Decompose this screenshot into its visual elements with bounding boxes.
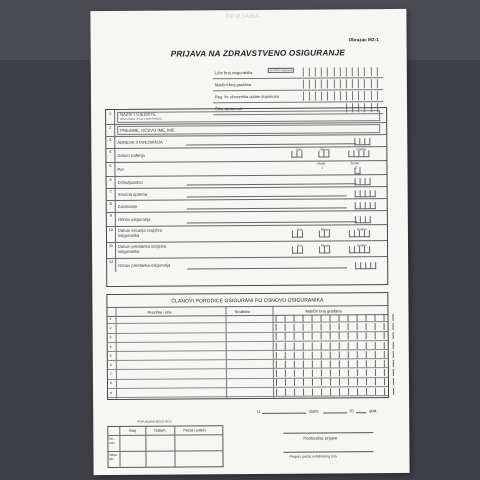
char-box[interactable] (294, 351, 303, 358)
date-line[interactable] (323, 412, 347, 413)
char-box[interactable] (321, 324, 330, 331)
char-box[interactable] (321, 314, 330, 321)
char-box[interactable] (375, 332, 384, 339)
char-box[interactable] (276, 333, 285, 340)
char-box[interactable] (285, 351, 294, 358)
char-box[interactable] (357, 360, 366, 367)
form-title: PRIJAVA NA ZDRAVSTVENO OSIGURANJE (170, 48, 346, 59)
char-box[interactable] (375, 369, 384, 376)
day-caption: Dan (296, 147, 302, 152)
char-box[interactable] (285, 324, 294, 331)
char-box[interactable] (330, 324, 339, 331)
char-box[interactable] (303, 342, 312, 349)
col-date: Datum (154, 428, 166, 433)
code-boxes[interactable] (355, 262, 376, 268)
char-box[interactable] (339, 388, 348, 395)
entry-line[interactable] (187, 267, 347, 269)
char-box[interactable] (330, 333, 339, 340)
char-box[interactable] (285, 370, 294, 377)
char-box[interactable] (303, 324, 312, 331)
insured-person-section (105, 107, 388, 287)
char-box[interactable] (370, 190, 376, 197)
char-box[interactable] (285, 333, 294, 340)
char-box[interactable] (324, 246, 330, 253)
row-label: Stručna sprema (117, 191, 148, 197)
char-box[interactable] (297, 247, 303, 254)
char-box[interactable] (357, 314, 366, 321)
char-box[interactable] (366, 369, 375, 376)
office-row-label: Obra- dio (109, 452, 118, 461)
char-box[interactable] (384, 323, 394, 330)
char-box[interactable] (303, 370, 312, 377)
female-code: 2 (355, 164, 358, 169)
month-boxes[interactable] (319, 246, 330, 252)
char-box[interactable] (294, 324, 303, 331)
char-box[interactable] (294, 315, 303, 322)
char-box[interactable] (330, 370, 339, 377)
char-box[interactable] (303, 388, 312, 395)
day-boxes[interactable] (292, 247, 303, 253)
office-use-caption: POPUNJAVA MZZO RCG (137, 419, 172, 424)
row-label: NAZIV I SJEDIŠTE (120, 111, 156, 117)
char-box[interactable] (375, 314, 384, 321)
char-box[interactable] (357, 379, 366, 386)
day-word: dana (309, 408, 319, 414)
char-box[interactable] (312, 315, 321, 322)
jmbg-boxes[interactable] (276, 332, 394, 340)
char-box[interactable] (375, 388, 384, 395)
day-caption: Dan (297, 243, 303, 248)
char-box[interactable] (339, 324, 348, 331)
row-number: 4 (106, 148, 115, 162)
char-box[interactable] (384, 378, 394, 385)
char-box[interactable] (321, 379, 330, 386)
char-box[interactable] (384, 314, 394, 321)
place-prefix: U (257, 408, 261, 414)
char-box[interactable] (365, 216, 371, 223)
char-box[interactable] (364, 246, 370, 253)
char-box[interactable] (276, 370, 285, 377)
char-box[interactable] (375, 342, 384, 349)
row-number: 1 (106, 110, 115, 124)
family-row-number: 2 (109, 326, 112, 331)
char-box[interactable] (303, 333, 312, 340)
row-sublabel: OBVEZNIKA UPLATE DOPRINOSA (120, 117, 162, 121)
year-boxes[interactable] (349, 246, 370, 252)
jmbg-boxes[interactable] (276, 323, 394, 331)
jmbg-boxes[interactable] (276, 351, 394, 359)
char-box[interactable] (348, 379, 357, 386)
char-box[interactable] (339, 314, 348, 321)
char-box[interactable] (384, 369, 394, 376)
row-number: 12 (107, 258, 116, 272)
char-box[interactable] (384, 388, 394, 395)
entry-line[interactable] (187, 221, 357, 223)
char-box[interactable] (294, 333, 303, 340)
row-number: 7 (107, 188, 116, 200)
office-table-row (108, 450, 222, 467)
char-box[interactable] (312, 370, 321, 377)
row-number: 11 (107, 242, 116, 258)
char-box[interactable] (312, 333, 321, 340)
char-box[interactable] (348, 314, 357, 321)
month-caption: Mjesec (320, 146, 330, 152)
month-boxes[interactable] (318, 150, 329, 156)
jmbg-boxes[interactable] (276, 378, 394, 386)
day-caption: Dan (296, 227, 303, 232)
year-boxes[interactable] (348, 150, 369, 156)
char-box[interactable] (375, 360, 384, 367)
header-field-label: Reg. br. obveznika uplate doprinosa (214, 93, 279, 100)
char-box[interactable] (363, 150, 369, 157)
char-box[interactable] (294, 388, 303, 395)
family-row-number: 1 (109, 316, 112, 321)
char-box[interactable] (303, 379, 312, 386)
family-section-title: ČLANOVI PORODICE OSIGURANI PO OSNOVU OSIGURANIKA (171, 297, 324, 305)
family-row-number: 9 (110, 390, 112, 395)
row-label: ADRESA STANOVANJA (117, 139, 163, 145)
code-boxes[interactable] (355, 202, 376, 208)
char-box[interactable] (364, 138, 370, 145)
family-members-section (106, 292, 389, 400)
char-box[interactable] (377, 67, 383, 76)
char-box[interactable] (366, 342, 375, 349)
char-box[interactable] (339, 379, 348, 386)
row-label: Datum prestanka svojstva osiguranika (118, 243, 167, 254)
char-box[interactable] (276, 388, 285, 395)
row-label: Pol (117, 166, 124, 172)
char-box[interactable] (330, 388, 339, 395)
char-box[interactable] (370, 262, 376, 269)
char-box[interactable] (324, 230, 330, 237)
char-box[interactable] (294, 342, 303, 349)
form-code: Obrazac MZ-1 (348, 37, 379, 43)
char-box[interactable] (364, 230, 370, 237)
year-caption: Godina (356, 146, 367, 151)
sex-box[interactable] (354, 164, 360, 173)
jmbg-boxes[interactable] (276, 314, 394, 322)
header-field-label: Šifra djelatnosti (215, 106, 243, 112)
char-box[interactable] (375, 323, 384, 330)
female-caption: Ženski (350, 161, 360, 166)
char-box[interactable] (348, 369, 357, 376)
col-relation-header: Srodstvo (234, 308, 251, 315)
char-box[interactable] (384, 360, 394, 367)
code-boxes[interactable] (355, 216, 371, 222)
char-box[interactable] (370, 202, 376, 209)
char-box[interactable] (357, 388, 366, 395)
entry-line[interactable] (186, 143, 356, 145)
char-box[interactable] (375, 351, 384, 358)
jmbg-boxes[interactable] (276, 360, 394, 368)
row-number: 10 (107, 226, 116, 242)
char-box[interactable] (357, 351, 366, 358)
row-number: 6 (107, 176, 116, 188)
char-box[interactable] (276, 324, 285, 331)
header-field-boxes[interactable] (302, 79, 382, 89)
family-row-number: 7 (109, 372, 112, 377)
male-code: 1 (321, 164, 324, 169)
char-box[interactable] (321, 342, 330, 349)
char-box[interactable] (312, 388, 321, 395)
char-box[interactable] (294, 370, 303, 377)
char-box[interactable] (312, 342, 321, 349)
row-number: 5 (106, 162, 115, 176)
code-boxes[interactable] (355, 178, 371, 184)
place-line[interactable] (262, 413, 306, 414)
row-number: 3 (106, 136, 115, 148)
char-box[interactable] (303, 351, 312, 358)
char-box[interactable] (285, 315, 294, 322)
char-box[interactable] (366, 360, 375, 367)
char-box[interactable] (357, 369, 366, 376)
char-box[interactable] (384, 351, 394, 358)
row-number: 9 (107, 212, 116, 226)
col-name-header: Prezime i ime (147, 309, 172, 315)
char-box[interactable] (377, 91, 383, 100)
row-number: 8 (107, 200, 116, 212)
char-box[interactable] (339, 360, 348, 367)
char-box[interactable] (339, 370, 348, 377)
char-box[interactable] (321, 333, 330, 340)
year-line[interactable] (356, 412, 366, 413)
char-box[interactable] (321, 370, 330, 377)
year-caption: Godina (356, 226, 367, 231)
family-table-row (108, 387, 388, 398)
row-label: Osnov osiguranja (117, 216, 151, 222)
row-label: Datum sticanja svojstva osiguranika (117, 227, 162, 238)
char-box[interactable] (348, 333, 357, 340)
applicant-signature-line[interactable] (283, 432, 373, 434)
form-sheet (90, 9, 409, 475)
char-box[interactable] (330, 342, 339, 349)
col-number: Broj (129, 428, 137, 433)
char-box[interactable] (276, 315, 285, 322)
month-caption: Mjesec (321, 242, 331, 248)
col-jmbg-header: Matični broj građana (305, 308, 342, 314)
char-box[interactable] (285, 379, 294, 386)
jmbg-boxes[interactable] (276, 388, 394, 396)
char-box[interactable] (285, 342, 294, 349)
code-boxes[interactable] (355, 190, 376, 196)
faint-stamp: ПРИЈАВА (225, 13, 260, 21)
authorized-signature-line[interactable] (283, 451, 373, 453)
char-box[interactable] (276, 379, 285, 386)
char-box[interactable] (285, 361, 294, 368)
male-caption: Muški (317, 161, 326, 166)
year-caption: Godina (357, 242, 367, 247)
char-box[interactable] (330, 351, 339, 358)
day-boxes[interactable] (291, 151, 302, 157)
char-box[interactable] (294, 361, 303, 368)
jmbg-boxes[interactable] (276, 342, 394, 350)
row-label: Državljanstvo (117, 179, 143, 185)
year-suffix: god. (369, 408, 378, 414)
jmbg-boxes[interactable] (276, 369, 394, 377)
char-box[interactable] (321, 360, 330, 367)
char-box[interactable] (365, 178, 371, 185)
header-field-label: Matični broj građana (214, 81, 252, 88)
row-label: Datum rođenja (117, 152, 145, 158)
family-row-number: 6 (109, 362, 112, 367)
char-box[interactable] (384, 332, 394, 339)
family-insurance-tag: Porodično osiguranje (268, 68, 295, 73)
row-number: 2 (106, 124, 115, 136)
char-box[interactable] (294, 379, 303, 386)
header-field-label: Lični broj osiguranika (214, 69, 253, 76)
char-box[interactable] (366, 351, 375, 358)
family-row-number: 8 (109, 381, 112, 386)
char-box[interactable] (330, 360, 339, 367)
month-caption: Mjesec (320, 226, 331, 232)
header-field-boxes[interactable] (303, 91, 383, 101)
header-field-boxes[interactable] (302, 67, 382, 77)
family-row-number: 5 (109, 353, 112, 358)
char-box[interactable] (296, 151, 302, 158)
year-prefix: 20 (349, 408, 354, 414)
char-box[interactable] (285, 388, 294, 395)
office-use-table (107, 425, 223, 468)
day-boxes[interactable] (292, 231, 303, 237)
family-row-number: 4 (109, 344, 112, 349)
char-box[interactable] (384, 342, 394, 349)
char-box[interactable] (303, 315, 312, 322)
char-box[interactable] (348, 342, 357, 349)
form-row-12 (107, 256, 387, 272)
char-box[interactable] (366, 333, 375, 340)
char-box[interactable] (312, 361, 321, 368)
char-box[interactable] (321, 351, 330, 358)
char-box[interactable] (348, 323, 357, 330)
char-box[interactable] (354, 164, 360, 174)
char-box[interactable] (276, 361, 285, 368)
year-boxes[interactable] (349, 230, 370, 236)
office-row-label: Pri- mio (109, 436, 115, 445)
code-boxes[interactable] (354, 138, 370, 144)
char-box[interactable] (375, 378, 384, 385)
char-box[interactable] (330, 379, 339, 386)
col-stamp-signature: Pečat i potpis (183, 428, 207, 433)
char-box[interactable] (339, 351, 348, 358)
family-row-number: 3 (109, 335, 112, 340)
entry-line[interactable] (187, 195, 347, 197)
row-label: Zanimanje (117, 203, 138, 209)
char-box[interactable] (339, 333, 348, 340)
char-box[interactable] (366, 388, 375, 395)
char-box[interactable] (303, 361, 312, 368)
char-box[interactable] (366, 314, 375, 321)
char-box[interactable] (297, 231, 303, 238)
char-box[interactable] (312, 351, 321, 358)
char-box[interactable] (366, 379, 375, 386)
row-label: Osnov prestanka osiguranja (118, 262, 171, 268)
month-boxes[interactable] (319, 230, 330, 236)
char-box[interactable] (330, 314, 339, 321)
entry-line[interactable] (187, 183, 357, 185)
char-box[interactable] (312, 379, 321, 386)
char-box[interactable] (377, 79, 383, 88)
char-box[interactable] (276, 352, 285, 359)
char-box[interactable] (348, 388, 357, 395)
char-box[interactable] (321, 388, 330, 395)
entry-line[interactable] (187, 207, 347, 209)
char-box[interactable] (339, 342, 348, 349)
char-box[interactable] (357, 323, 366, 330)
row-label: PREZIME, OČEVO IME, IME (120, 127, 175, 133)
char-box[interactable] (348, 360, 357, 367)
char-box[interactable] (357, 342, 366, 349)
char-box[interactable] (276, 342, 285, 349)
applicant-signature-label: Podnosilac prijave (303, 435, 338, 441)
char-box[interactable] (366, 323, 375, 330)
char-box[interactable] (312, 324, 321, 331)
char-box[interactable] (357, 333, 366, 340)
authorized-signature-label: Potpis i pečat ovlašćenog lica (289, 454, 337, 459)
char-box[interactable] (323, 150, 329, 157)
char-box[interactable] (348, 351, 357, 358)
